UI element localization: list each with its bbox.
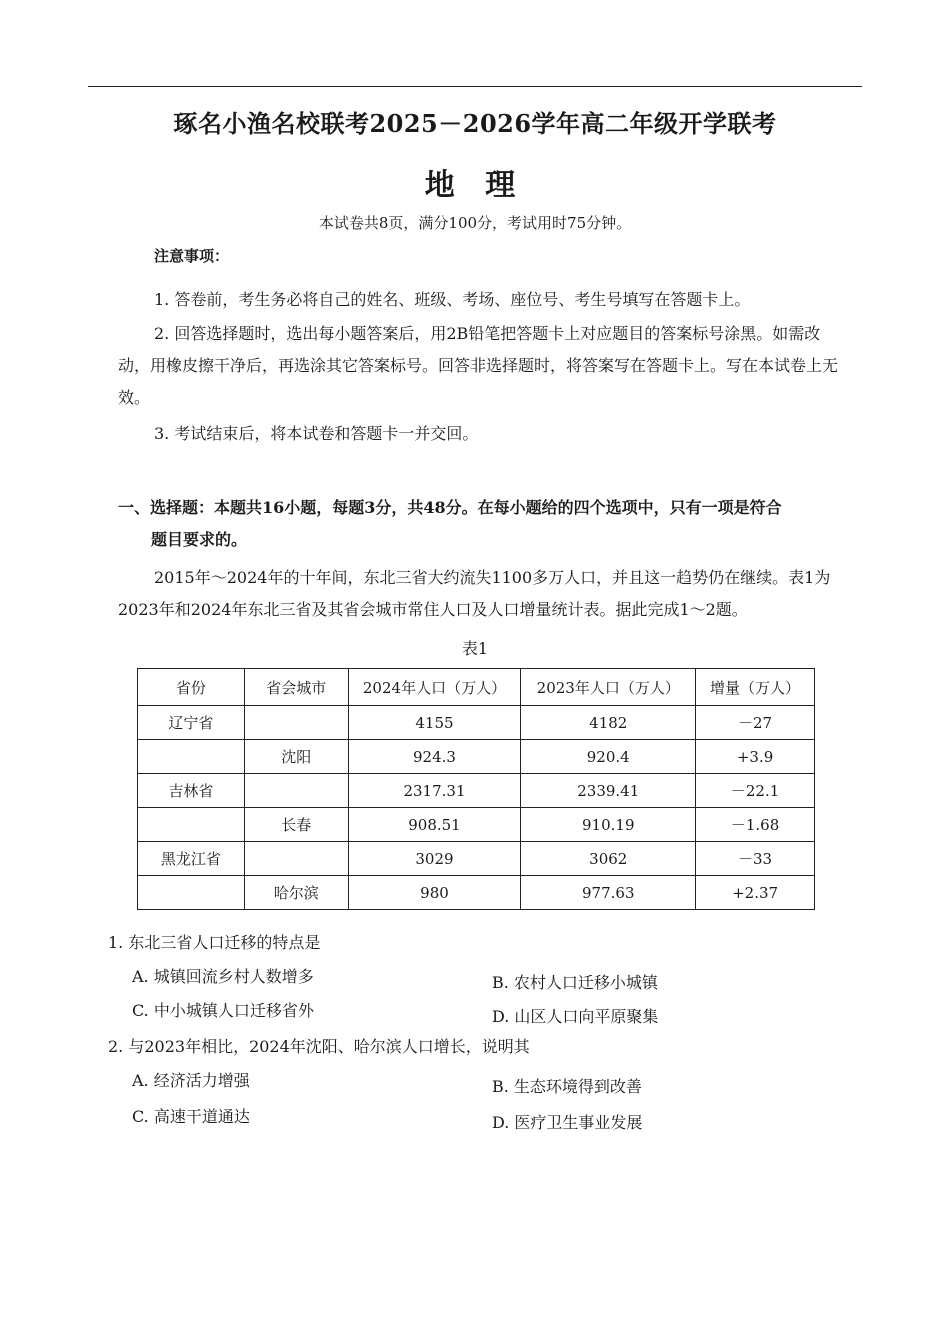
table-cell: 920.4: [521, 740, 696, 774]
table-cell: 沈阳: [244, 740, 348, 774]
table-cell: －33: [696, 842, 815, 876]
header-province: 省份: [138, 669, 245, 706]
question-2-option-d[interactable]: D. 医疗卫生事业发展: [492, 1113, 643, 1132]
exam-title: 琢名小渔名校联考2025－2026学年高二年级开学联考: [173, 109, 777, 138]
section-intro: 2015年～2024年的十年间，东北三省大约流失1100多万人口，并且这一趋势仍在继续。表1为2023年和2024年东北三省及其省会城市常住人口及人口增量统计表。据此完成1～2题。: [118, 568, 831, 619]
table-cell: 3062: [521, 842, 696, 876]
table-cell: 924.3: [348, 740, 521, 774]
population-table: [137, 668, 815, 910]
question-2-option-a[interactable]: A. 经济活力增强: [132, 1071, 250, 1090]
table-cell: 哈尔滨: [244, 876, 348, 910]
section-heading-line2: 题目要求的。: [151, 530, 248, 549]
table-cell: 2339.41: [521, 774, 696, 808]
table-cell: [138, 876, 245, 910]
table-cell: 4182: [521, 706, 696, 740]
table-row: [138, 706, 815, 740]
header-2024: 2024年人口（万人）: [348, 669, 521, 706]
table-cell: 980: [348, 876, 521, 910]
table-cell: 黑龙江省: [138, 842, 245, 876]
question-1-option-c[interactable]: C. 中小城镇人口迁移省外: [132, 1001, 314, 1020]
question-2-stem: 2. 与2023年相比，2024年沈阳、哈尔滨人口增长，说明其: [108, 1037, 530, 1056]
table-row: [138, 842, 815, 876]
notice-heading: 注意事项：: [154, 247, 230, 265]
header-rule: [88, 86, 862, 87]
notice-item-1: 1. 答卷前，考生务必将自己的姓名、班级、考场、座位号、考生号填写在答题卡上。: [154, 290, 751, 309]
table-row: [138, 774, 815, 808]
table-cell: 4155: [348, 706, 521, 740]
question-1-option-d[interactable]: D. 山区人口向平原聚集: [492, 1007, 659, 1026]
table-cell: 辽宁省: [138, 706, 245, 740]
table-cell: 3029: [348, 842, 521, 876]
section-heading: [118, 492, 850, 556]
notice-item-2: 2. 回答选择题时，选出每小题答案后，用2B铅笔把答题卡上对应题目的答案标号涂黑。如需改动，用橡皮擦干净后，再选涂其它答案标号。回答非选择题时，将答案写在答题卡上。写在本试卷上无效。: [118, 324, 839, 407]
table-row: [138, 876, 815, 910]
header-2023: 2023年人口（万人）: [521, 669, 696, 706]
table-cell: 长春: [244, 808, 348, 842]
table-cell: 977.63: [521, 876, 696, 910]
table-cell: 910.19: [521, 808, 696, 842]
header-increase: 增量（万人）: [696, 669, 815, 706]
table-cell: [244, 706, 348, 740]
question-2-option-b[interactable]: B. 生态环境得到改善: [492, 1077, 642, 1096]
question-1-stem: 1. 东北三省人口迁移的特点是: [108, 933, 321, 952]
notice-item-3: 3. 考试结束后，将本试卷和答题卡一并交回。: [154, 424, 479, 443]
table-cell: 2317.31: [348, 774, 521, 808]
question-1-option-b[interactable]: B. 农村人口迁移小城镇: [492, 973, 658, 992]
question-1-option-a[interactable]: A. 城镇回流乡村人数增多: [132, 967, 314, 986]
table-caption: 表1: [461, 639, 489, 658]
table-cell: [138, 808, 245, 842]
exam-subject: 地 理: [424, 168, 526, 203]
table-row: [138, 808, 815, 842]
table-cell: [244, 774, 348, 808]
table-cell: [138, 740, 245, 774]
header-capital: 省会城市: [244, 669, 348, 706]
table-cell: +2.37: [696, 876, 815, 910]
table-cell: －1.68: [696, 808, 815, 842]
section-heading-line1: 一、选择题：本题共16小题，每题3分，共48分。在每小题给的四个选项中，只有一项是符合: [118, 498, 782, 517]
table-row: [138, 740, 815, 774]
question-2-option-c[interactable]: C. 高速干道通达: [132, 1107, 250, 1126]
table-cell: [244, 842, 348, 876]
table-cell: 吉林省: [138, 774, 245, 808]
table-cell: －27: [696, 706, 815, 740]
table-cell: －22.1: [696, 774, 815, 808]
table-cell: +3.9: [696, 740, 815, 774]
exam-info: 本试卷共8页，满分100分，考试用时75分钟。: [318, 214, 632, 232]
table-cell: 908.51: [348, 808, 521, 842]
table-header-row: [138, 669, 815, 706]
